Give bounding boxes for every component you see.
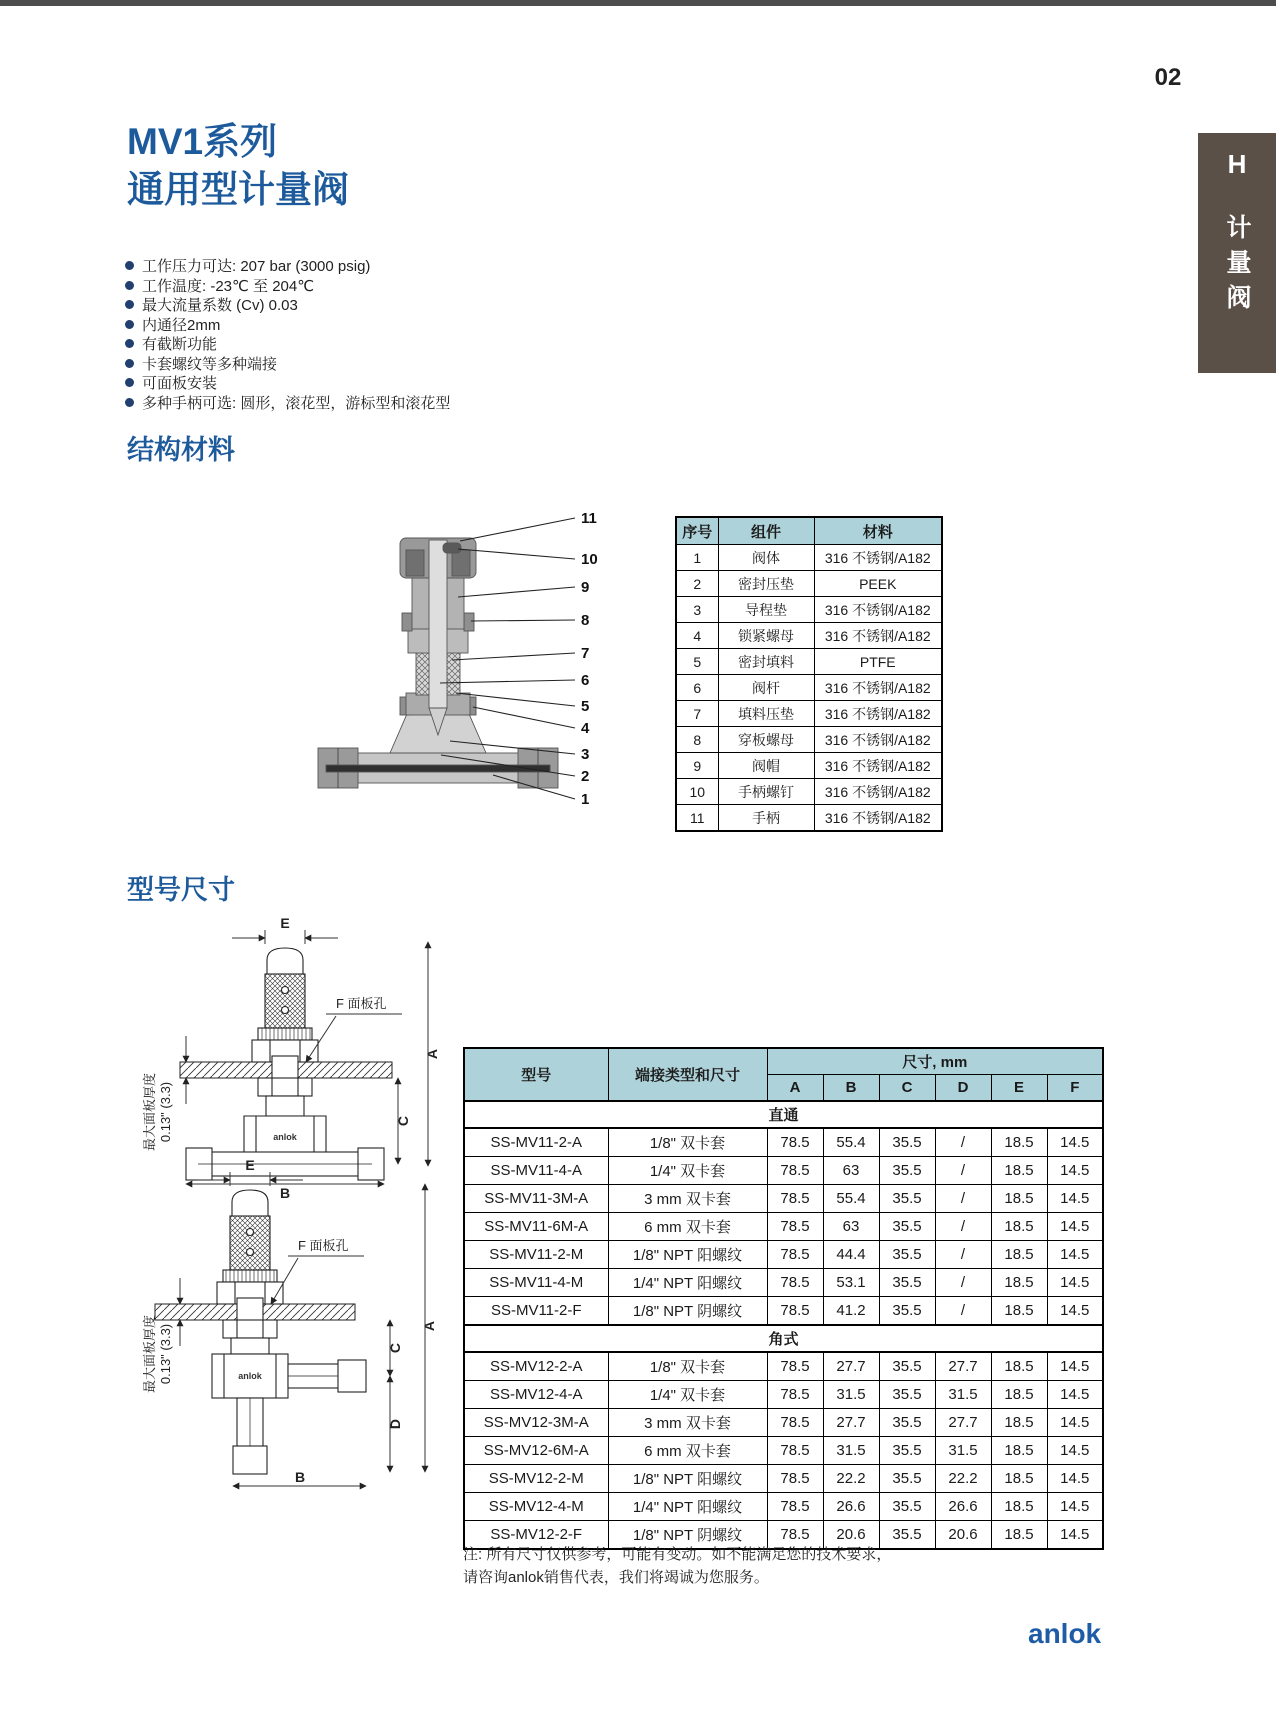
feature-item	[125, 393, 450, 413]
table-cell: 35.5	[879, 1269, 935, 1297]
page-title	[127, 118, 349, 214]
table-cell: 阀杆	[718, 675, 814, 701]
table-cell: 63	[823, 1213, 879, 1241]
side-tab	[1198, 133, 1276, 373]
table-cell: /	[935, 1128, 991, 1157]
valve-outline	[212, 1190, 366, 1474]
callout-numbers	[581, 510, 598, 808]
table-cell: 密封填料	[718, 649, 814, 675]
feature-text: 卡套螺纹等多种端接	[142, 355, 278, 373]
table-cell: 35.5	[879, 1493, 935, 1521]
panel-thickness-label-1: 最大面板厚度	[142, 1314, 157, 1394]
feature-item	[125, 334, 450, 354]
table-cell: 14.5	[1047, 1185, 1103, 1213]
materials-col-no: 序号	[676, 517, 718, 545]
side-tab-label: 计量阀	[1223, 214, 1251, 319]
table-row	[676, 753, 942, 779]
table-cell: SS-MV12-2-F	[464, 1521, 608, 1550]
table-cell: 53.1	[823, 1269, 879, 1297]
dim-e	[197, 1172, 303, 1186]
callout-7: 7	[581, 645, 590, 662]
dimension-label-a: A	[424, 1048, 440, 1060]
callout-9: 9	[581, 579, 590, 596]
table-cell: PEEK	[814, 571, 942, 597]
table-cell: 18.5	[991, 1213, 1047, 1241]
table-cell: 18.5	[991, 1381, 1047, 1409]
table-cell: 22.2	[935, 1465, 991, 1493]
table-cell: SS-MV12-4-A	[464, 1381, 608, 1409]
table-cell: 78.5	[767, 1297, 823, 1326]
dims-col-d: D	[935, 1075, 991, 1102]
feature-item	[125, 256, 450, 276]
table-cell: 22.2	[823, 1465, 879, 1493]
table-row	[676, 545, 942, 571]
bullet-icon	[125, 320, 134, 329]
table-cell: SS-MV11-3M-A	[464, 1185, 608, 1213]
table-cell: 55.4	[823, 1185, 879, 1213]
table-cell: 14.5	[1047, 1213, 1103, 1241]
table-cell: 27.7	[935, 1409, 991, 1437]
table-row	[464, 1381, 1103, 1409]
table-cell: 31.5	[935, 1381, 991, 1409]
table-cell: SS-MV12-6M-A	[464, 1437, 608, 1465]
table-cell: 1/8" 双卡套	[608, 1128, 767, 1157]
table-cell: 1/8" NPT 阳螺纹	[608, 1241, 767, 1269]
dims-col-end-conn: 端接类型和尺寸	[608, 1048, 767, 1101]
table-cell: 20.6	[823, 1521, 879, 1550]
table-cell: 78.5	[767, 1352, 823, 1381]
dims-header-row-1	[464, 1048, 1103, 1075]
feature-item	[125, 315, 450, 335]
callout-10: 10	[581, 551, 598, 568]
table-cell: 密封压垫	[718, 571, 814, 597]
bullet-icon	[125, 281, 134, 290]
table-cell: 手柄	[718, 805, 814, 832]
table-cell: 78.5	[767, 1521, 823, 1550]
bullet-icon	[125, 339, 134, 348]
table-row	[464, 1128, 1103, 1157]
feature-item	[125, 276, 450, 296]
table-cell: 18.5	[991, 1465, 1047, 1493]
table-cell: 78.5	[767, 1409, 823, 1437]
table-cell: 316 不锈钢/A182	[814, 597, 942, 623]
table-cell: 27.7	[823, 1409, 879, 1437]
table-cell: 5	[676, 649, 718, 675]
table-row	[676, 649, 942, 675]
table-cell: SS-MV11-2-M	[464, 1241, 608, 1269]
table-cell: 6	[676, 675, 718, 701]
table-row	[676, 727, 942, 753]
table-cell: 35.5	[879, 1297, 935, 1326]
note-line-1: 注: 所有尺寸仅供参考，可能有变动。如不能满足您的技术要求，	[463, 1546, 892, 1563]
feature-list	[125, 256, 450, 412]
bullet-icon	[125, 359, 134, 368]
table-cell: 14.5	[1047, 1297, 1103, 1326]
table-cell: 3 mm 双卡套	[608, 1185, 767, 1213]
side-tab-letter: H	[1227, 149, 1247, 179]
materials-header-row	[676, 517, 942, 545]
table-cell: 78.5	[767, 1493, 823, 1521]
table-cell: 63	[823, 1157, 879, 1185]
callout-4: 4	[581, 720, 590, 737]
table-cell: 316 不锈钢/A182	[814, 779, 942, 805]
body-brand-label: anlok	[238, 1371, 262, 1381]
table-cell: 18.5	[991, 1241, 1047, 1269]
table-row	[464, 1269, 1103, 1297]
table-cell: 18.5	[991, 1437, 1047, 1465]
panel-thickness-label-2: 0.13" (3.3)	[158, 1323, 173, 1385]
dimension-label-c: C	[395, 1115, 411, 1127]
table-cell: 1/8" 双卡套	[608, 1352, 767, 1381]
table-cell: 6 mm 双卡套	[608, 1213, 767, 1241]
table-cell: 35.5	[879, 1185, 935, 1213]
table-cell: 3 mm 双卡套	[608, 1409, 767, 1437]
callout-6: 6	[581, 672, 590, 689]
table-row	[464, 1493, 1103, 1521]
table-cell: 14.5	[1047, 1381, 1103, 1409]
table-row	[464, 1213, 1103, 1241]
table-cell: 35.5	[879, 1128, 935, 1157]
valve-cross-section-diagram	[278, 455, 598, 810]
table-cell: 35.5	[879, 1521, 935, 1550]
table-cell: 18.5	[991, 1493, 1047, 1521]
callout-1: 1	[581, 791, 590, 808]
dims-col-a: A	[767, 1075, 823, 1102]
feature-text: 内通径2mm	[142, 316, 221, 334]
feature-text: 工作压力可达: 207 bar (3000 psig)	[142, 258, 371, 276]
dims-col-c: C	[879, 1075, 935, 1102]
materials-table	[675, 516, 943, 832]
panel-thickness-label-2: 0.13" (3.3)	[158, 1081, 173, 1143]
table-cell: SS-MV12-3M-A	[464, 1409, 608, 1437]
table-cell: 78.5	[767, 1437, 823, 1465]
feature-item	[125, 295, 450, 315]
dimension-label-d: D	[387, 1418, 403, 1430]
table-cell: SS-MV11-6M-A	[464, 1213, 608, 1241]
table-cell: 44.4	[823, 1241, 879, 1269]
callout-2: 2	[581, 768, 590, 785]
page-number: 02	[1154, 64, 1182, 91]
callout-8: 8	[581, 612, 590, 629]
table-cell: 1/4" NPT 阳螺纹	[608, 1269, 767, 1297]
feature-text: 最大流量系数 (Cv) 0.03	[142, 297, 298, 315]
table-cell: 35.5	[879, 1352, 935, 1381]
table-cell: 14.5	[1047, 1269, 1103, 1297]
table-row	[464, 1465, 1103, 1493]
table-cell: 78.5	[767, 1381, 823, 1409]
dims-col-f: F	[1047, 1075, 1103, 1102]
table-cell: 1/4" 双卡套	[608, 1157, 767, 1185]
table-cell: 18.5	[991, 1128, 1047, 1157]
section-row-straight	[464, 1101, 1103, 1128]
table-row	[676, 675, 942, 701]
table-cell: PTFE	[814, 649, 942, 675]
materials-heading: 结构材料	[127, 435, 235, 465]
table-cell: 填料压垫	[718, 701, 814, 727]
table-cell: 27.7	[823, 1352, 879, 1381]
table-cell: 14.5	[1047, 1157, 1103, 1185]
table-cell: 14.5	[1047, 1437, 1103, 1465]
section-label: 角式	[464, 1325, 1103, 1352]
table-cell: 1/4" NPT 阳螺纹	[608, 1493, 767, 1521]
panel-thickness-label-1: 最大面板厚度	[142, 1072, 157, 1152]
dims-col-e: E	[991, 1075, 1047, 1102]
table-row	[464, 1437, 1103, 1465]
table-row	[676, 779, 942, 805]
table-cell: 35.5	[879, 1157, 935, 1185]
table-cell: 20.6	[935, 1521, 991, 1550]
feature-item	[125, 373, 450, 393]
table-cell: 11	[676, 805, 718, 832]
table-cell: 1/8" NPT 阴螺纹	[608, 1297, 767, 1326]
note-line-2: 请咨询anlok销售代表，我们将竭诚为您服务。	[463, 1569, 769, 1586]
table-cell: 78.5	[767, 1465, 823, 1493]
table-cell: 78.5	[767, 1241, 823, 1269]
table-row	[464, 1185, 1103, 1213]
table-cell: SS-MV11-4-A	[464, 1157, 608, 1185]
feature-item	[125, 354, 450, 374]
table-cell: 18.5	[991, 1157, 1047, 1185]
table-cell: 9	[676, 753, 718, 779]
dimension-label-e: E	[280, 916, 290, 931]
table-cell: /	[935, 1213, 991, 1241]
table-cell: 4	[676, 623, 718, 649]
table-cell: 26.6	[935, 1493, 991, 1521]
panel-hole-label: F 面板孔	[336, 996, 387, 1011]
table-cell: 78.5	[767, 1269, 823, 1297]
table-cell: 35.5	[879, 1381, 935, 1409]
top-border-strip	[0, 0, 1276, 6]
dim-e	[232, 930, 338, 944]
dimension-label-c: C	[387, 1342, 403, 1354]
table-cell: 27.7	[935, 1352, 991, 1381]
dims-col-model: 型号	[464, 1048, 608, 1101]
table-cell: 穿板螺母	[718, 727, 814, 753]
dims-col-b: B	[823, 1075, 879, 1102]
table-cell: 3	[676, 597, 718, 623]
table-cell: 31.5	[935, 1437, 991, 1465]
table-cell: 26.6	[823, 1493, 879, 1521]
table-cell: SS-MV11-4-M	[464, 1269, 608, 1297]
table-cell: 78.5	[767, 1185, 823, 1213]
table-cell: 10	[676, 779, 718, 805]
table-row	[464, 1297, 1103, 1326]
materials-col-part: 组件	[718, 517, 814, 545]
feature-text: 工作温度: -23℃ 至 204℃	[142, 277, 315, 295]
table-cell: 316 不锈钢/A182	[814, 727, 942, 753]
table-cell: 35.5	[879, 1437, 935, 1465]
table-cell: 锁紧螺母	[718, 623, 814, 649]
table-cell: 35.5	[879, 1241, 935, 1269]
table-row	[676, 597, 942, 623]
table-row	[676, 623, 942, 649]
table-cell: 41.2	[823, 1297, 879, 1326]
table-cell: /	[935, 1241, 991, 1269]
table-cell: SS-MV11-2-A	[464, 1128, 608, 1157]
table-cell: 78.5	[767, 1157, 823, 1185]
feature-text: 有截断功能	[142, 336, 218, 354]
table-cell: 14.5	[1047, 1128, 1103, 1157]
table-cell: 316 不锈钢/A182	[814, 701, 942, 727]
table-cell: SS-MV11-2-F	[464, 1297, 608, 1326]
table-cell: 316 不锈钢/A182	[814, 675, 942, 701]
table-cell: /	[935, 1157, 991, 1185]
table-cell: 35.5	[879, 1409, 935, 1437]
brand-logo: anlok	[1028, 1618, 1102, 1649]
table-cell: 18.5	[991, 1185, 1047, 1213]
table-cell: 2	[676, 571, 718, 597]
table-cell: /	[935, 1269, 991, 1297]
panel-hole-label: F 面板孔	[298, 1238, 349, 1253]
table-cell: 31.5	[823, 1381, 879, 1409]
bullet-icon	[125, 398, 134, 407]
table-cell: 18.5	[991, 1409, 1047, 1437]
table-cell: 18.5	[991, 1352, 1047, 1381]
table-row	[464, 1241, 1103, 1269]
table-cell: SS-MV12-2-M	[464, 1465, 608, 1493]
table-cell: 316 不锈钢/A182	[814, 545, 942, 571]
table-cell: 78.5	[767, 1128, 823, 1157]
table-cell: 14.5	[1047, 1241, 1103, 1269]
angle-valve-drawing	[140, 1158, 440, 1493]
section-row-angle	[464, 1325, 1103, 1352]
bullet-icon	[125, 300, 134, 309]
callout-3: 3	[581, 746, 590, 763]
table-cell: 14.5	[1047, 1465, 1103, 1493]
table-row	[676, 805, 942, 832]
table-cell: SS-MV12-2-A	[464, 1352, 608, 1381]
table-cell: 316 不锈钢/A182	[814, 753, 942, 779]
table-cell: 6 mm 双卡套	[608, 1437, 767, 1465]
table-cell: 手柄螺钉	[718, 779, 814, 805]
callout-5: 5	[581, 698, 590, 715]
dimension-label-b: B	[279, 1185, 291, 1200]
feature-text: 多种手柄可选: 圆形，滚花型，游标型和滚花型	[142, 394, 451, 412]
table-cell: 导程垫	[718, 597, 814, 623]
table-cell: 1/4" 双卡套	[608, 1381, 767, 1409]
table-cell: 18.5	[991, 1297, 1047, 1326]
table-cell: 1/8" NPT 阳螺纹	[608, 1465, 767, 1493]
dimension-label-e: E	[245, 1158, 255, 1173]
table-cell: 78.5	[767, 1213, 823, 1241]
table-cell: 8	[676, 727, 718, 753]
table-cell: 1	[676, 545, 718, 571]
bullet-icon	[125, 261, 134, 270]
table-cell: 14.5	[1047, 1521, 1103, 1550]
table-cell: 7	[676, 701, 718, 727]
table-cell: 18.5	[991, 1269, 1047, 1297]
table-cell: 18.5	[991, 1521, 1047, 1550]
body-brand-label: anlok	[273, 1132, 297, 1142]
table-cell: 316 不锈钢/A182	[814, 805, 942, 832]
page-title-line1: MV1系列	[127, 121, 278, 162]
dims-col-dims: 尺寸, mm	[767, 1048, 1103, 1075]
table-cell: 阀体	[718, 545, 814, 571]
table-row	[464, 1157, 1103, 1185]
table-cell: SS-MV12-4-M	[464, 1493, 608, 1521]
table-row	[676, 701, 942, 727]
page-title-line2: 通用型计量阀	[127, 169, 349, 210]
table-cell: 阀帽	[718, 753, 814, 779]
table-row	[464, 1409, 1103, 1437]
section-label: 直通	[464, 1101, 1103, 1128]
table-cell: 55.4	[823, 1128, 879, 1157]
table-row	[464, 1352, 1103, 1381]
dimension-label-a: A	[421, 1320, 437, 1332]
table-cell: 35.5	[879, 1213, 935, 1241]
table-row	[676, 571, 942, 597]
dimension-label-b: B	[294, 1469, 306, 1485]
table-cell: 14.5	[1047, 1352, 1103, 1381]
callout-11: 11	[581, 510, 597, 527]
table-cell: 14.5	[1047, 1409, 1103, 1437]
dimensions-table	[463, 1047, 1104, 1550]
table-cell: 1/8" NPT 阴螺纹	[608, 1521, 767, 1550]
table-cell: 14.5	[1047, 1493, 1103, 1521]
feature-text: 可面板安装	[142, 375, 218, 393]
table-cell: /	[935, 1185, 991, 1213]
table-cell: 35.5	[879, 1465, 935, 1493]
table-cell: /	[935, 1297, 991, 1326]
table-cell: 316 不锈钢/A182	[814, 623, 942, 649]
dimensions-heading: 型号尺寸	[127, 875, 235, 905]
valve-body-group	[318, 538, 558, 788]
table-cell: 31.5	[823, 1437, 879, 1465]
materials-col-mat: 材料	[814, 517, 942, 545]
bullet-icon	[125, 378, 134, 387]
